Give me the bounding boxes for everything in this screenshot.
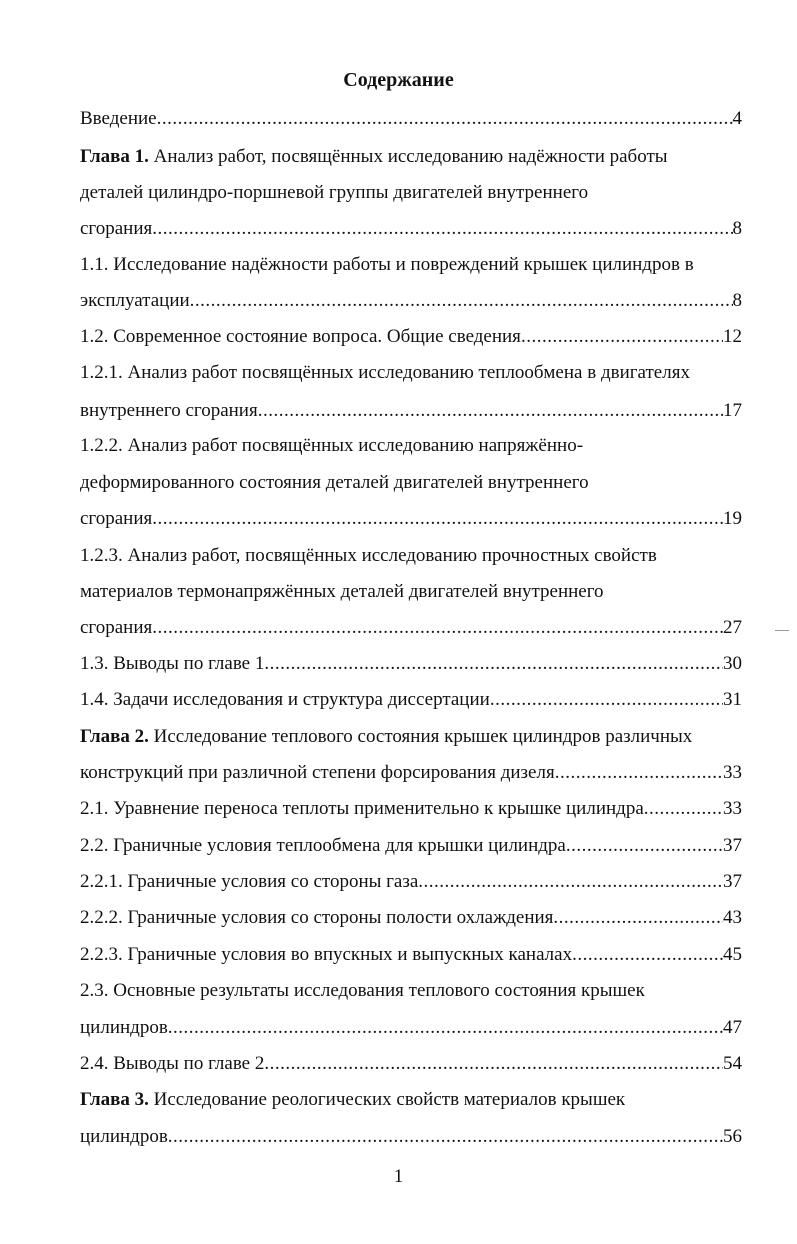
toc-entry-text: 2.4. Выводы по главе 2 [80,1053,265,1074]
toc-page-number: 33 [723,762,742,783]
toc-title: Содержание [343,69,454,91]
dot-leader [152,615,723,641]
toc-entry-line [80,470,742,496]
toc-entry-chapter-3[interactable] [80,1087,742,1113]
dot-leader [572,942,723,968]
dot-leader [644,796,723,822]
dot-leader [157,106,733,132]
dot-leader [521,324,723,350]
toc-entry-text: эксплуатации [80,290,190,311]
dot-leader [555,760,723,786]
toc-entry-line [80,760,742,786]
toc-page-number: 8 [732,290,742,311]
dot-leader [152,216,732,242]
toc-entry-text: 1.2. Современное состояние вопроса. Общие сведения [80,326,521,347]
toc-entry-text: деформированного состояния деталей двигателей внутреннего [80,472,589,493]
toc-page-number: 27 [723,617,742,638]
chapter-label: Глава 3. [80,1089,149,1110]
scan-artifact-mark [775,630,789,631]
toc-entry-chapter-2[interactable] [80,724,742,750]
toc-entry-intro[interactable] [80,106,742,132]
toc-page-number: 45 [723,944,742,965]
toc-page-number: 30 [723,653,742,674]
toc-entry-1-1[interactable] [80,252,742,278]
toc-entry-text: 1.4. Задачи исследования и структура диссертации [80,689,490,710]
toc-entry-2-2[interactable] [80,833,742,859]
toc-entry-text: Исследование теплового состояния крышек цилиндров различных [148,726,693,747]
toc-entry-line [80,398,742,424]
toc-entry-text: цилиндров [80,1017,168,1038]
toc-entry-text: сгорания [80,508,153,529]
toc-page-number: 37 [723,871,742,892]
toc-entry-text: 1.2.2. Анализ работ посвящённых исследованию напряжённо- [80,435,584,456]
toc-entry-1-2-2[interactable] [80,433,742,459]
toc-entry-2-2-1[interactable] [80,869,742,895]
toc-entry-1-3[interactable] [80,651,742,677]
toc-entry-text: 2.2. Граничные условия теплообмена для крышки цилиндра [80,835,566,856]
toc-entry-1-2[interactable] [80,324,742,350]
toc-entry-text: 2.2.1. Граничные условия со стороны газа [80,871,419,892]
toc-entry-text: материалов термонапряжённых деталей двигателей внутреннего [80,581,604,602]
toc-page-number: 12 [723,326,742,347]
toc-entry-1-4[interactable] [80,687,742,713]
toc-entry-text: сгорания [80,617,153,638]
dot-leader [258,398,723,424]
toc-entry-line [80,615,742,641]
toc-entry-text: внутреннего сгорания [80,400,258,421]
toc-entry-line [80,216,742,242]
toc-page-number: 37 [723,835,742,856]
toc-page-number: 33 [723,798,742,819]
page-number: 1 [393,1166,404,1187]
toc-entry-text: Введение [80,108,157,129]
toc-entry-text: 1.3. Выводы по главе 1 [80,653,265,674]
toc-entry-line [80,1015,742,1041]
toc-page-number: 17 [723,400,742,421]
dot-leader [168,1015,723,1041]
toc-entry-chapter-1[interactable] [80,144,742,170]
toc-entry-2-4[interactable] [80,1051,742,1077]
chapter-label: Глава 1. [80,146,149,167]
toc-entry-text: 2.1. Уравнение переноса теплоты применительно к крышке цилиндра [80,798,644,819]
toc-page-number: 8 [732,218,742,239]
toc-entry-line [80,506,742,532]
chapter-label: Глава 2. [80,726,149,747]
toc-page-number: 4 [732,108,742,129]
toc-entry-text: 1.2.3. Анализ работ, посвящённых исследованию прочностных свойств [80,545,657,566]
toc-entry-text: 2.3. Основные результаты исследования теплового состояния крышек [80,980,645,1001]
dot-leader [190,288,733,314]
toc-page-number: 19 [723,508,742,529]
toc-entry-text: цилиндров [80,1126,168,1147]
toc-entry-2-3[interactable] [80,978,742,1004]
toc-page-number: 43 [723,907,742,928]
dot-leader [418,869,723,895]
dot-leader [264,651,723,677]
toc-entry-1-2-1[interactable] [80,360,742,386]
toc-page-number: 31 [723,689,742,710]
toc-page-number: 56 [723,1126,742,1147]
toc-entry-line [80,288,742,314]
dot-leader [264,1051,723,1077]
dot-leader [152,506,723,532]
toc-entry-text: Анализ работ, посвящённых исследованию надёжности работы [148,146,668,167]
toc-entry-text: 2.2.2. Граничные условия со стороны полости охлаждения [80,907,554,928]
dot-leader [168,1124,723,1150]
toc-entry-text: сгорания [80,218,153,239]
toc-entry-text: 1.2.1. Анализ работ посвящённых исследованию теплообмена в двигателях [80,362,690,383]
toc-entry-text: деталей цилиндро-поршневой группы двигателей внутреннего [80,182,589,203]
toc-entry-line [80,180,742,206]
toc-entry-text: 2.2.3. Граничные условия во впускных и выпускных каналах [80,944,573,965]
toc-entry-text: конструкций при различной степени форсирования дизеля [80,762,555,783]
toc-entry-text: 1.1. Исследование надёжности работы и повреждений крышек цилиндров в [80,254,694,275]
toc-entry-2-2-3[interactable] [80,942,742,968]
toc-entry-line [80,1124,742,1150]
dot-leader [566,833,723,859]
toc-entry-line [80,579,742,605]
toc-entry-2-1[interactable] [80,796,742,822]
dot-leader [553,905,723,931]
toc-entry-text: Исследование реологических свойств материалов крышек [148,1089,626,1110]
dot-leader [490,687,723,713]
toc-entry-2-2-2[interactable] [80,905,742,931]
toc-page-number: 47 [723,1017,742,1038]
toc-page-number: 54 [723,1053,742,1074]
toc-entry-1-2-3[interactable] [80,543,742,569]
